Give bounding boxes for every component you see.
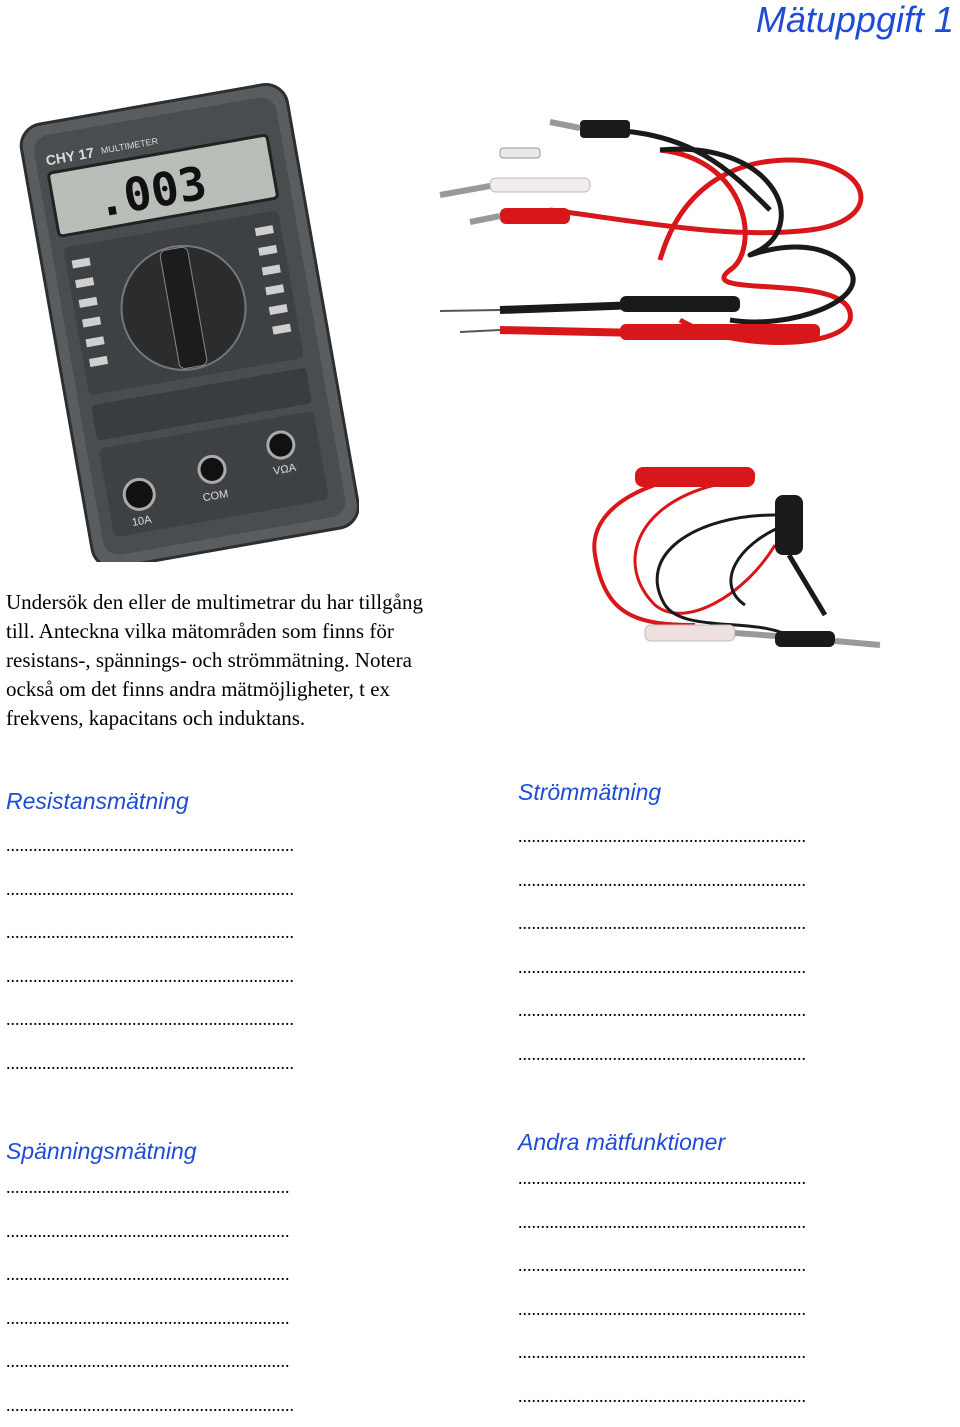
answer-line[interactable]: ................................................................ bbox=[518, 815, 954, 859]
jack-label-vohm: VΩA bbox=[272, 462, 297, 478]
answer-line[interactable]: ................................................................ bbox=[6, 955, 446, 999]
answer-line[interactable]: ................................................................ bbox=[6, 911, 446, 955]
answer-line[interactable]: ............................................................... bbox=[6, 1340, 436, 1384]
answer-line[interactable]: ................................................................ bbox=[518, 1375, 954, 1419]
answer-line[interactable]: ............................................................... bbox=[6, 1297, 436, 1341]
multimeter-brand: CHY 17 bbox=[44, 144, 95, 168]
answer-line[interactable]: ............................................................... bbox=[6, 1210, 436, 1254]
answer-line[interactable]: ................................................................ bbox=[518, 1033, 954, 1077]
heading-spanningsmatning: Spänningsmätning bbox=[6, 1136, 436, 1166]
heading-andra-matfunktioner: Andra mätfunktioner bbox=[518, 1127, 954, 1157]
jack-label-10a: 10A bbox=[131, 514, 153, 529]
answer-line[interactable]: ................................................................ bbox=[518, 946, 954, 990]
page-title: Mätuppgift 1 bbox=[756, 0, 954, 40]
multimeter-display: .003 bbox=[92, 155, 210, 227]
test-leads-image bbox=[430, 100, 900, 390]
section-spanningsmatning bbox=[6, 1136, 436, 1427]
multimeter-image bbox=[14, 82, 359, 562]
answer-line[interactable]: ................................................................ bbox=[6, 1042, 446, 1086]
multimeter-model-label: MULTIMETER bbox=[100, 136, 159, 156]
answer-lines bbox=[518, 815, 954, 1076]
heading-resistansmatning: Resistansmätning bbox=[6, 786, 446, 816]
clip-leads-image bbox=[575, 455, 885, 675]
jack-label-com: COM bbox=[202, 488, 229, 504]
answer-line[interactable]: ................................................................ bbox=[518, 1201, 954, 1245]
answer-line[interactable]: ................................................................ bbox=[518, 902, 954, 946]
answer-line[interactable]: ................................................................ bbox=[518, 859, 954, 903]
section-strommatning bbox=[518, 777, 954, 1076]
heading-strommatning: Strömmätning bbox=[518, 777, 954, 807]
section-resistansmatning bbox=[6, 786, 446, 1085]
answer-line[interactable]: ................................................................ bbox=[518, 1244, 954, 1288]
instructions-paragraph: Undersök den eller de multimetrar du har tillgång till. Anteckna vilka mätområden som finns för resistans-, spännings- och strömmätning. Notera också om det finns andra mätmöjligheter, t ex frekvens, kapacitans och induktans. bbox=[6, 588, 446, 733]
answer-line[interactable]: ................................................................ bbox=[518, 989, 954, 1033]
answer-lines bbox=[6, 1166, 436, 1427]
answer-line[interactable]: ................................................................ bbox=[6, 998, 446, 1042]
answer-line[interactable]: ................................................................ bbox=[518, 1288, 954, 1332]
answer-line[interactable]: ................................................................ bbox=[6, 1384, 436, 1427]
section-andra-matfunktioner bbox=[518, 1127, 954, 1418]
answer-line[interactable]: ................................................................ bbox=[518, 1331, 954, 1375]
answer-line[interactable]: ................................................................ bbox=[6, 824, 446, 868]
answer-lines bbox=[6, 824, 446, 1085]
answer-line[interactable]: ............................................................... bbox=[6, 1253, 436, 1297]
answer-line[interactable]: ................................................................ bbox=[518, 1157, 954, 1201]
answer-line[interactable]: ............................................................... bbox=[6, 1166, 436, 1210]
answer-line[interactable]: ................................................................ bbox=[6, 868, 446, 912]
answer-lines bbox=[518, 1157, 954, 1418]
